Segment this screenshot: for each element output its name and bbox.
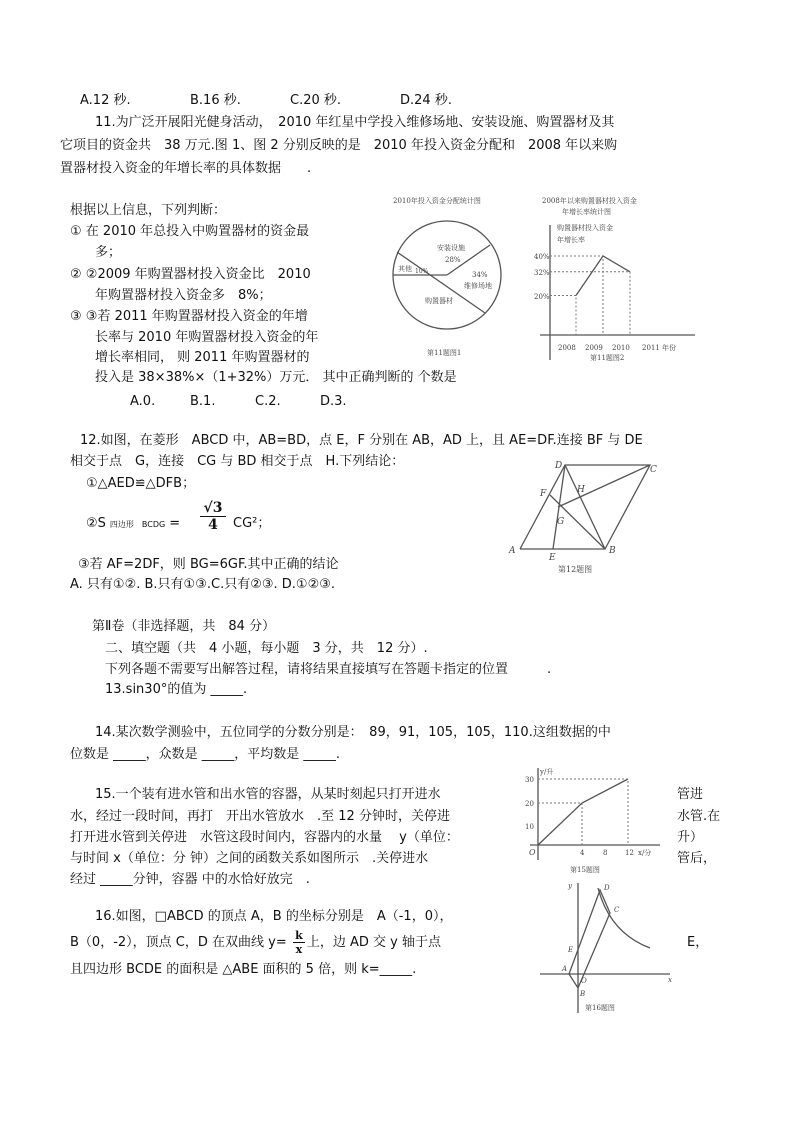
q12-line: 相交于点 G，连接 CG 与 BD 相交于点 H.下列结论： <box>70 454 405 469</box>
y-tick: 20 <box>525 800 534 808</box>
point-label: A <box>562 965 568 973</box>
q11-judgement: ① 在 2010 年总投入中购置器材的资金最 <box>70 224 310 239</box>
point-label: F <box>540 489 547 499</box>
q15-line: 打开进水管到关停进 水管这段时间内，容器内的水量 y（单位： <box>70 830 459 845</box>
pie-label: 购置器材 <box>425 297 453 305</box>
q15-right: 升） <box>677 830 704 845</box>
point-label: A <box>509 546 516 556</box>
q10-option-c: C.20 秒. <box>290 93 342 108</box>
figure-caption: 第16题图 <box>585 1004 615 1012</box>
figure-caption: 第12题图 <box>558 565 593 574</box>
pie-label: 34% <box>472 271 488 279</box>
y-tick: 30 <box>525 776 534 784</box>
fraction-numerator: √3 <box>200 500 226 517</box>
chart-title: 2008年以来购置器材投入资金 <box>542 197 637 205</box>
x-tick-label: 2011 年份 <box>642 344 677 352</box>
c2-s: ②S <box>86 516 106 531</box>
y-axis-label: y/升 <box>540 768 554 776</box>
q10-option-d: D.24 秒. <box>400 93 452 108</box>
pie-label: 28% <box>445 256 461 264</box>
point-label: H <box>577 485 585 495</box>
q11-option-c: C.2. <box>255 394 281 409</box>
x-tick: 12 <box>625 849 634 857</box>
pie-caption: 第11题图1 <box>427 349 462 357</box>
q16-line: 16.如图，□ABCD 的顶点 A，B 的坐标分别是 A（-1，0）， <box>95 909 453 924</box>
q16-line <box>70 928 441 958</box>
q12-conclusion-3: ③若 AF=2DF，则 BG=6GF.其中正确的结论 <box>78 557 339 572</box>
y-tick-label: 32% <box>534 269 550 277</box>
q11-option-b: B.1. <box>190 394 216 409</box>
q10-option-b: B.16 秒. <box>190 93 241 108</box>
figure-caption: 第15题图 <box>570 866 600 874</box>
section-title: 二、填空题（共 4 小题，每小题 3 分，共 12 分）. <box>105 641 428 656</box>
chart-caption: 第11题图2 <box>590 354 625 362</box>
q12-rhombus-figure <box>495 460 685 585</box>
q15-right: 管后， <box>677 851 717 866</box>
q10-option-a: A.12 秒. <box>80 93 131 108</box>
c2-subscript: 四边形 BCDG <box>109 520 166 529</box>
q12-cg: CG²； <box>233 516 271 531</box>
q15-graph-figure <box>525 768 665 883</box>
part2-title: 第Ⅱ卷（非选择题，共 84 分） <box>92 619 276 634</box>
q11-pie-figure <box>385 195 505 365</box>
q11-line-chart <box>520 195 700 365</box>
q12-conclusion-2 <box>86 516 180 533</box>
point-label: D <box>555 461 563 471</box>
fraction-denominator: 4 <box>208 517 218 533</box>
fraction-denominator: x <box>295 943 303 956</box>
q11-line: 11.为广泛开展阳光健身活动， 2010 年红星中学投入维修场地、安装设施、购置器材及其 <box>95 115 615 130</box>
q14-line: 位数是 _____，众数是 _____，平均数是 _____. <box>70 747 341 762</box>
y-tick-label: 20% <box>534 293 550 301</box>
x-tick-label: 2008 <box>558 344 576 352</box>
q15-line: 经过 _____分钟，容器 中的水恰好放完 . <box>70 872 310 887</box>
y-axis-label: 购置器材投入资金 <box>557 224 613 232</box>
origin-label: O <box>529 848 536 857</box>
x-tick-label: 2010 <box>612 344 630 352</box>
y-tick: 10 <box>525 823 534 831</box>
q11-judgement: 投入是 38×38%×（1+32%）万元． 其中正确判断的 个数是 <box>95 370 457 385</box>
y-axis-label: 年增长率 <box>557 236 585 244</box>
q11-judgement: 多； <box>95 245 122 260</box>
pie-label: 其他 <box>398 265 412 273</box>
pie-title: 2010年投入资金分配统计图 <box>393 197 481 205</box>
point-label: E <box>549 553 556 563</box>
q11-judgement: ③ ③若 2011 年购置器材投入资金的年增 <box>70 309 308 324</box>
x-axis-label: x/分 <box>638 849 652 857</box>
guide-line-2008 <box>550 296 576 336</box>
q11-option-d: D.3. <box>320 394 347 409</box>
point-label: B <box>580 990 586 998</box>
instruction: 下列各题不需要写出解答过程，请将结果直接填写在答题卡指定的位置 . <box>105 662 552 677</box>
point-label: E <box>568 946 574 954</box>
x-tick-label: 2009 <box>585 344 603 352</box>
x-tick: 4 <box>580 849 585 857</box>
q16-fraction <box>293 929 305 956</box>
q16-line2-text: B（0，-2），顶点 C，D 在双曲线 y= <box>70 935 287 950</box>
q11-line: 置器材投入资金的年增长率的具体数据 . <box>60 161 312 176</box>
x-tick: 8 <box>603 849 608 857</box>
q11-line: 它项目的资金共 38 万元.图 1、图 2 分别反映的是 2010 年投入资金分配和 2008 年以来购 <box>60 138 618 153</box>
q11-judgement: ② ②2009 年购置器材投入资金比 2010 <box>70 267 311 282</box>
q16-hyperbola-figure <box>540 878 680 1018</box>
point-label: C <box>614 906 620 914</box>
q13: 13.sin30°的值为 _____. <box>105 682 248 697</box>
guide-line-2010 <box>550 272 630 335</box>
q11-intro: 根据以上信息，下列判断： <box>70 203 227 218</box>
q16-line: 且四边形 BCDE 的面积是 △ABE 面积的 5 倍，则 k=_____. <box>70 962 417 977</box>
q11-option-a: A.0. <box>130 394 156 409</box>
point-label: O <box>581 977 587 985</box>
q12-fraction <box>200 500 226 533</box>
q15-right: 管进 <box>677 787 704 802</box>
q16-line2-text-rest: 上，边 AD 交 y 轴于点 <box>306 935 442 950</box>
q12-line: 12.如图，在菱形 ABCD 中，AB=BD，点 E，F 分别在 AB，AD 上，且 AE=DF.连接 BF 与 DE <box>80 433 643 448</box>
q15-line: 15.一个装有进水管和出水管的容器，从某时刻起只打开进水 <box>95 787 441 802</box>
q12-conclusion-1: ①△AED≌△DFB； <box>86 476 196 491</box>
q11-judgement: 长率与 2010 年购置器材投入资金的年 <box>95 330 319 345</box>
pie-label: 维修场地 <box>464 282 492 290</box>
q16-right: E， <box>687 935 709 950</box>
q12-options: A. 只有①②. B.只有①③.C.只有②③. D.①②③. <box>70 577 336 592</box>
c2-eq: = <box>169 516 181 531</box>
point-label: G <box>557 517 565 527</box>
point-label: x <box>668 976 672 984</box>
pie-label: 安装设施 <box>437 244 465 252</box>
point-label: B <box>609 546 616 556</box>
q15-line: 与时间 x（单位：分 钟）之间的函数关系如图所示 .关停进水 <box>70 851 429 866</box>
chart-title: 年增长率统计图 <box>562 208 611 216</box>
q11-judgement: 增长率相同， 则 2011 年购置器材的 <box>95 350 310 365</box>
fraction-numerator: k <box>293 929 305 943</box>
point-label: C <box>650 465 657 475</box>
pie-label: 10% <box>415 268 429 275</box>
q15-line: 水，经过一段时间，再打 开出水管放水 .至 12 分钟时，关停进 <box>70 809 450 824</box>
point-label: D <box>604 884 610 892</box>
y-tick-label: 40% <box>534 253 550 261</box>
point-label: y <box>568 882 572 890</box>
q15-right: 水管.在 <box>677 809 721 824</box>
q14-line: 14.某次数学测验中，五位同学的分数分别是： 89，91，105，105，110.这组数据的中 <box>95 725 611 740</box>
q11-judgement: 年购置器材投入资金多 8%； <box>95 288 272 303</box>
